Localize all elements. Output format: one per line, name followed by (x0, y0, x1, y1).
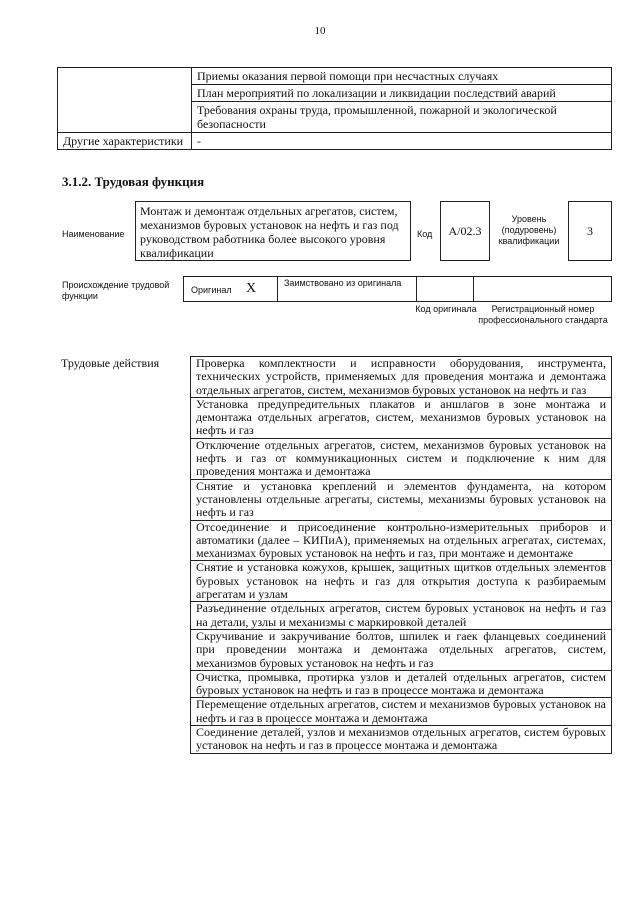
original-mark: X (246, 281, 257, 296)
registration-number-caption: Регистрационный номер профессионального стандарта (478, 304, 608, 325)
level-value: 3 (568, 201, 612, 261)
function-name-value: Монтаж и демонтаж отдельных агрегатов, систем, механизмов буровых установок на нефть и газ под руководством работника более высокого уровня квалификации (135, 201, 411, 261)
original-box (183, 276, 278, 302)
code-label: Код (417, 229, 433, 239)
origin-label: Происхождение трудовой функции (62, 280, 170, 301)
page-number: 10 (314, 25, 326, 37)
function-code-value: А/02.3 (440, 201, 490, 261)
labor-action-item: Перемещение отдельных агрегатов, систем и механизмов буровых установок на нефть и газ в процессе монтажа и демонтажа (191, 698, 612, 726)
labor-actions-table (57, 356, 612, 754)
borrowed-box (277, 276, 417, 302)
labor-action-item: Снятие и установка креплений и элементов фундамента, на котором установлены отдельные агрегаты, системы, механизмы буровых установок на нефть и газ (191, 479, 612, 520)
registration-number-box (473, 276, 612, 302)
borrowed-label: Заимствовано из оригинала (284, 278, 402, 288)
labor-action-item: Отключение отдельных агрегатов, систем, механизмов буровых установок на нефть и газ от коммуникационных систем и подключение к ним для проведения монтажа и демонтажа (191, 438, 612, 479)
table-row (57, 357, 612, 398)
labor-action-item: Соединение деталей, узлов и механизмов отдельных агрегатов, систем буровых установок на нефть и газ в процессе монтажа и демонтажа (191, 726, 612, 754)
original-label: Оригинал (191, 285, 232, 295)
other-characteristics-value: - (192, 133, 612, 150)
table-cell-right: Требования охраны труда, промышленной, пожарной и экологической безопасности (192, 102, 612, 133)
previous-characteristics-table (57, 67, 612, 150)
name-label: Наименование (62, 229, 125, 239)
labor-action-item: Снятие и установка кожухов, крышек, защитных щитков отдельных элементов буровых установок на нефть и газ для открытия доступа к разбираемым агрегатам и узлам (191, 561, 612, 602)
table-row (58, 133, 612, 150)
labor-action-item: Разъединение отдельных агрегатов, систем буровых установок на нефть и газ на детали, узлы и механизмы с маркировкой деталей (191, 602, 612, 630)
labor-action-item: Установка предупредительных плакатов и аншлагов в зоне монтажа и демонтажа отдельных агрегатов, систем, механизмов буровых установок на нефть и газ (191, 397, 612, 438)
table-cell-left (58, 68, 192, 133)
labor-action-item: Проверка комплектности и исправности оборудования, инструмента, технических устройств, применяемых для проведения монтажа и демонтажа отдельных агрегатов, систем, механизмов буровых установок на нефть и газ (191, 357, 612, 398)
table-cell-right: Приемы оказания первой помощи при несчастных случаях (192, 68, 612, 85)
section-title: 3.1.2. Трудовая функция (62, 174, 205, 189)
labor-actions-label: Трудовые действия (61, 355, 160, 370)
original-code-caption: Код оригинала (415, 304, 477, 314)
other-characteristics-label: Другие характеристики (58, 133, 192, 150)
original-code-box (416, 276, 474, 302)
table-cell-right: План мероприятий по локализации и ликвидации последствий аварий (192, 85, 612, 102)
level-label: Уровень (подуровень) квалификации (498, 214, 560, 246)
table-row (58, 68, 612, 85)
labor-action-item: Очистка, промывка, протирка узлов и деталей отдельных агрегатов, систем буровых установок на нефть и газ в процессе монтажа и демонтажа (191, 670, 612, 698)
labor-action-item: Скручивание и закручивание болтов, шпилек и гаек фланцевых соединений при проведении монтажа и демонтажа отдельных агрегатов, систем, механизмов буровых установок на нефть и газ (191, 629, 612, 670)
labor-action-item: Отсоединение и присоединение контрольно-измерительных приборов и автоматики (далее – КИПиА), применяемых на отдельных агрегатах, системах, механизмах буровых установок на нефть и газ, при монтаже и демонтаже (191, 520, 612, 561)
